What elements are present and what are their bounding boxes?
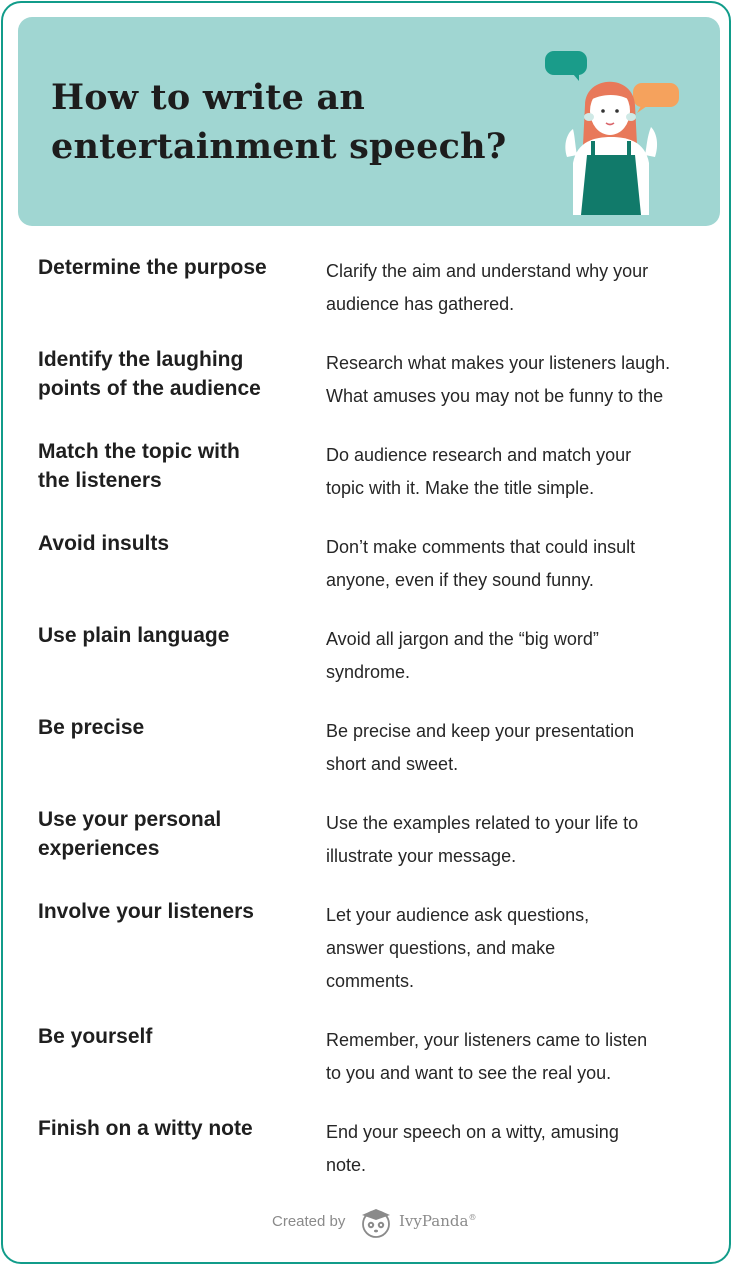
speech-bubble-icon — [633, 83, 679, 113]
tip-term: Use plain language — [38, 624, 230, 647]
tip-description: Use the examples related to your life to illustrate your message. — [326, 813, 639, 866]
tip-description: Let your audience ask questions, answer questions, and make comments. — [326, 905, 590, 991]
tip-term: Be precise — [38, 716, 145, 739]
tip-description: Avoid all jargon and the “big word” syndrome. — [326, 629, 599, 682]
infographic-card — [1, 1, 731, 1264]
tip-term: Use your personal experiences — [38, 808, 222, 860]
tip-term: Finish on a witty note — [38, 1117, 253, 1140]
tip-description: Remember, your listeners came to listen to you and want to see the real you. — [326, 1030, 648, 1083]
brand-name[interactable]: IvyPanda® — [399, 1212, 477, 1230]
tip-description: Don’t make comments that could insult anyone, even if they sound funny. — [326, 537, 636, 590]
tip-term: Determine the purpose — [38, 256, 267, 279]
ivypanda-logo-icon[interactable] — [358, 1204, 394, 1240]
created-by-label: Created by — [272, 1213, 346, 1230]
registered-mark: ® — [468, 1213, 477, 1222]
tip-term: Identify the laughing points of the audience — [38, 348, 261, 400]
tip-description: Research what makes your listeners laugh. What amuses you may not be funny to the — [326, 353, 671, 406]
tip-description: Be precise and keep your presentation short and sweet. — [326, 721, 635, 774]
tip-description: Do audience research and match your topic with it. Make the title simple. — [326, 445, 632, 498]
title-line-1: How to write an — [51, 77, 366, 118]
page-title — [51, 73, 521, 171]
tip-term: Match the topic with the listeners — [38, 440, 240, 492]
speech-bubble-icon — [545, 51, 587, 81]
woman-illustration — [543, 45, 683, 215]
tip-term: Involve your listeners — [38, 900, 254, 923]
tip-term: Be yourself — [38, 1025, 153, 1048]
tip-description: End your speech on a witty, amusing note. — [326, 1122, 619, 1175]
tip-description: Clarify the aim and understand why your audience has gathered. — [326, 261, 649, 314]
tip-term: Avoid insults — [38, 532, 170, 555]
footer — [3, 1203, 729, 1243]
header-banner — [18, 17, 720, 226]
title-line-2: entertainment speech? — [51, 126, 507, 167]
